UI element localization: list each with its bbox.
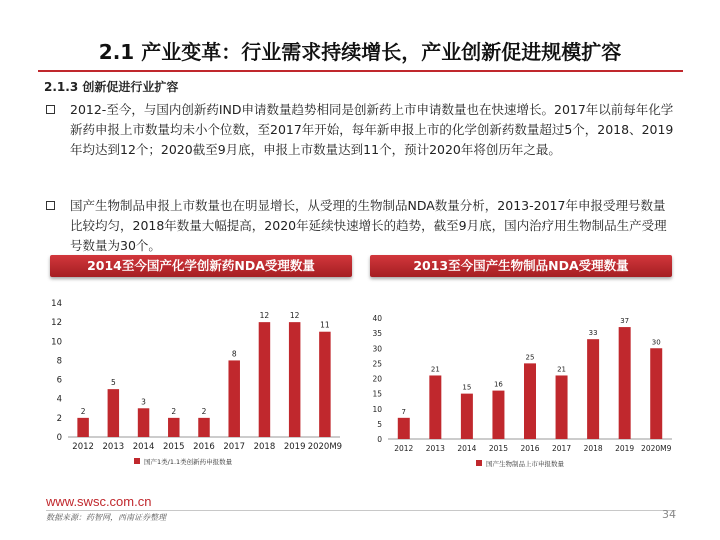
x-tick-label: 2017: [223, 442, 246, 452]
bar: [198, 418, 209, 437]
title-divider: [38, 70, 683, 72]
x-tick-label: 2014: [132, 442, 155, 452]
y-tick-label: 10: [51, 337, 62, 348]
checkbox-bullet-icon: [46, 105, 55, 114]
data-label: 37: [620, 317, 630, 326]
data-label: 30: [651, 338, 661, 347]
y-tick-label: 10: [372, 404, 382, 414]
x-tick-label: 2019: [283, 442, 306, 452]
bar: [228, 360, 239, 437]
data-label: 3: [141, 397, 146, 407]
bar: [587, 339, 599, 439]
legend-label: 国产1类/1.1类创新药申报数量: [144, 458, 233, 466]
legend-swatch: [476, 460, 482, 466]
section-heading: 2.1.3 创新促进行业扩容: [44, 80, 179, 94]
y-tick-label: 14: [51, 299, 62, 309]
x-tick-label: 2012: [394, 444, 414, 453]
y-tick-label: 15: [372, 389, 382, 399]
x-tick-label: 2017: [552, 444, 572, 453]
y-tick-label: 4: [56, 394, 62, 405]
y-tick-label: 6: [56, 375, 62, 386]
bar: [289, 322, 300, 437]
footer-divider: [46, 510, 676, 511]
bar: [619, 327, 631, 439]
x-tick-label: 2016: [520, 444, 540, 453]
x-tick-label: 2013: [425, 444, 445, 453]
data-label: 11: [320, 320, 330, 330]
y-tick-label: 35: [372, 329, 382, 339]
biologic-nda-bar-chart: [362, 290, 672, 480]
chart-title-banner-left: 2014至今国产化学创新药NDA受理数量: [50, 255, 352, 277]
bar: [319, 332, 330, 437]
y-tick-label: 2: [56, 413, 62, 424]
bar: [650, 348, 662, 439]
bullet-text: 国产生物制品申报上市数量也在明显增长，从受理的生物制品NDA数量分析，2013-2017年申报受理号数量比较均匀，2018年数量大幅提高，2020年延续快速增长的趋势，截至9月底，国内治疗用生物制品生产受理号数量为30个。: [70, 198, 667, 253]
data-label: 25: [525, 353, 535, 362]
x-tick-label: 2015: [488, 444, 508, 453]
data-label: 12: [259, 311, 270, 321]
bar: [492, 391, 504, 439]
y-tick-label: 0: [377, 435, 382, 444]
bar: [398, 418, 410, 439]
y-tick-label: 30: [372, 344, 382, 354]
data-label: 21: [430, 365, 440, 374]
chart-title-banner-right: 2013至今国产生物制品NDA受理数量: [370, 255, 672, 277]
data-label: 2: [171, 406, 177, 416]
y-tick-label: 25: [372, 359, 382, 369]
bar: [108, 389, 119, 437]
data-label: 2: [201, 406, 207, 416]
chemical-nda-bar-chart: [40, 290, 350, 480]
bar: [461, 394, 473, 439]
x-tick-label: 2015: [162, 442, 185, 452]
slide-title: 2.1 产业变革：行业需求持续增长，产业创新促进规模扩容: [98, 40, 622, 64]
source-note: 数据来源：药智网，西南证券整理: [46, 513, 166, 522]
data-label: 16: [493, 380, 503, 389]
data-label: 12: [289, 311, 300, 321]
bullet-text: 2012-至今，与国内创新药IND申请数量趋势相同是创新药上市申请数量也在快速增长。2017年以前每年化学新药申报上市数量均未小个位数，至2017年开始，每年新申报上市的化学创新药数量超过5个，2018、2019年均达到12个；2020截至9月底，申报上市数量达到11个，预计2020年将创历年之最。: [70, 102, 674, 157]
y-tick-label: 5: [377, 419, 382, 429]
data-label: 33: [588, 329, 598, 338]
data-label: 15: [462, 383, 472, 392]
bar: [524, 363, 536, 439]
data-label: 7: [401, 407, 407, 416]
y-tick-label: 20: [372, 374, 382, 384]
y-tick-label: 12: [51, 318, 62, 329]
x-tick-label: 2019: [615, 444, 635, 453]
bar: [168, 418, 179, 437]
bullet-item: [46, 100, 676, 160]
x-tick-label: 2018: [583, 444, 603, 453]
data-label: 21: [557, 365, 567, 374]
bar: [259, 322, 270, 437]
x-tick-label: 2018: [253, 442, 276, 452]
x-tick-label: 2020M9: [307, 442, 343, 452]
bar: [138, 408, 149, 437]
x-tick-label: 2012: [72, 442, 94, 452]
x-tick-label: 2016: [193, 442, 215, 452]
x-tick-label: 2014: [457, 444, 477, 453]
legend-swatch: [134, 458, 140, 464]
data-label: 8: [231, 349, 237, 359]
bar: [77, 418, 88, 437]
x-tick-label: 2013: [102, 442, 125, 452]
y-tick-label: 0: [56, 433, 62, 443]
checkbox-bullet-icon: [46, 201, 55, 210]
y-tick-label: 40: [372, 314, 382, 323]
x-tick-label: 2020M9: [641, 444, 672, 453]
bar: [556, 375, 568, 439]
bullet-item: [46, 196, 676, 256]
page-number: 34: [662, 508, 676, 521]
data-label: 5: [110, 378, 116, 388]
legend-label: 国产生物制品上市申报数量: [486, 460, 564, 468]
website-link[interactable]: www.swsc.com.cn: [46, 494, 152, 509]
data-label: 2: [80, 406, 86, 416]
bar: [429, 375, 441, 439]
y-tick-label: 8: [56, 356, 62, 367]
